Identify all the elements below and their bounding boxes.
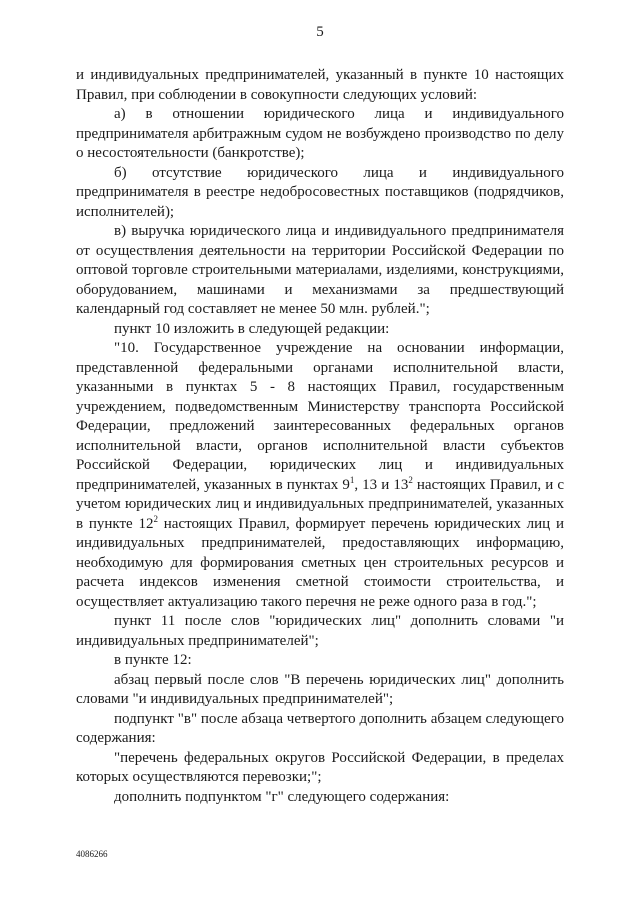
text-segment: абзац первый после слов "В перечень юридических лиц" дополнить словами "и индивидуальных предпринимателей"; bbox=[76, 671, 564, 707]
page-number: 5 bbox=[316, 24, 324, 40]
paragraph bbox=[76, 105, 564, 164]
text-segment: "перечень федеральных округов Российской Федерации, в пределах которых осуществляются перевозки;"; bbox=[76, 749, 564, 785]
paragraph bbox=[76, 339, 564, 612]
text-segment: настоящих Правил, формирует перечень юридических лиц и индивидуальных предпринимателей, предоставляющих информацию, необходимую для формирования сметных цен строительных ресурсов и расчета индексов изменения сметной стоимости строительства, и осуществляет актуализацию такого перечня не реже одного раза в год."; bbox=[76, 515, 564, 610]
document-id: 4086266 bbox=[76, 849, 108, 859]
paragraph bbox=[76, 671, 564, 710]
paragraph bbox=[76, 749, 564, 788]
paragraph bbox=[76, 320, 564, 340]
paragraph bbox=[76, 710, 564, 749]
paragraph bbox=[76, 66, 564, 105]
text-segment: в пункте 12: bbox=[114, 652, 192, 668]
text-segment: и индивидуальных предпринимателей, указанный в пункте 10 настоящих Правил, при соблюдении в совокупности следующих условий: bbox=[76, 67, 564, 103]
text-segment: подпункт "в" после абзаца четвертого дополнить абзацем следующего содержания: bbox=[76, 710, 564, 746]
text-segment: "10. Государственное учреждение на основании информации, представленной федеральными органами исполнительной власти, указанными в пунктах 5 - 8 настоящих Правил, государственным учреждением, подведомственным Министерству транспорта Российской Федерации, предложений заинтересованных федеральных органов исполнительной власти, органов исполнительной власти субъектов Российской Федерации, юридических лиц и индивидуальных предпринимателей, указанных в пунктах 9 bbox=[76, 340, 564, 493]
paragraph bbox=[76, 222, 564, 320]
document-body bbox=[76, 66, 564, 807]
paragraph bbox=[76, 164, 564, 223]
text-segment: в) выручка юридического лица и индивидуального предпринимателя от осуществления деятельности на территории Российской Федерации по оптовой торговле строительными материалами, изделиями, конструкциями, оборудованием, машинами и механизмами за предшествующий календарный год составляет не менее 50 млн. рублей."; bbox=[76, 223, 564, 317]
text-segment: а) в отношении юридического лица и индивидуального предпринимателя арбитражным судом не возбуждено производство по делу о несостоятельности (банкротстве); bbox=[76, 106, 564, 161]
text-segment: пункт 11 после слов "юридических лиц" дополнить словами "и индивидуальных предпринимателей"; bbox=[76, 613, 564, 649]
paragraph bbox=[76, 651, 564, 671]
paragraph bbox=[76, 788, 564, 808]
text-segment: б) отсутствие юридического лица и индивидуального предпринимателя в реестре недобросовестных поставщиков (подрядчиков, исполнителей); bbox=[76, 164, 564, 220]
superscript: 2 bbox=[153, 513, 158, 524]
superscript: 2 bbox=[408, 474, 413, 485]
text-segment: пункт 10 изложить в следующей редакции: bbox=[114, 320, 390, 337]
text-segment: дополнить подпунктом "г" следующего содержания: bbox=[114, 788, 450, 805]
superscript: 1 bbox=[349, 474, 355, 485]
text-segment: настоящих Правил, и с учетом юридических лиц и индивидуальных предпринимателей, указанных в пункте 12 bbox=[76, 476, 565, 532]
text-segment: , 13 и 13 bbox=[354, 476, 409, 493]
paragraph bbox=[76, 612, 564, 651]
